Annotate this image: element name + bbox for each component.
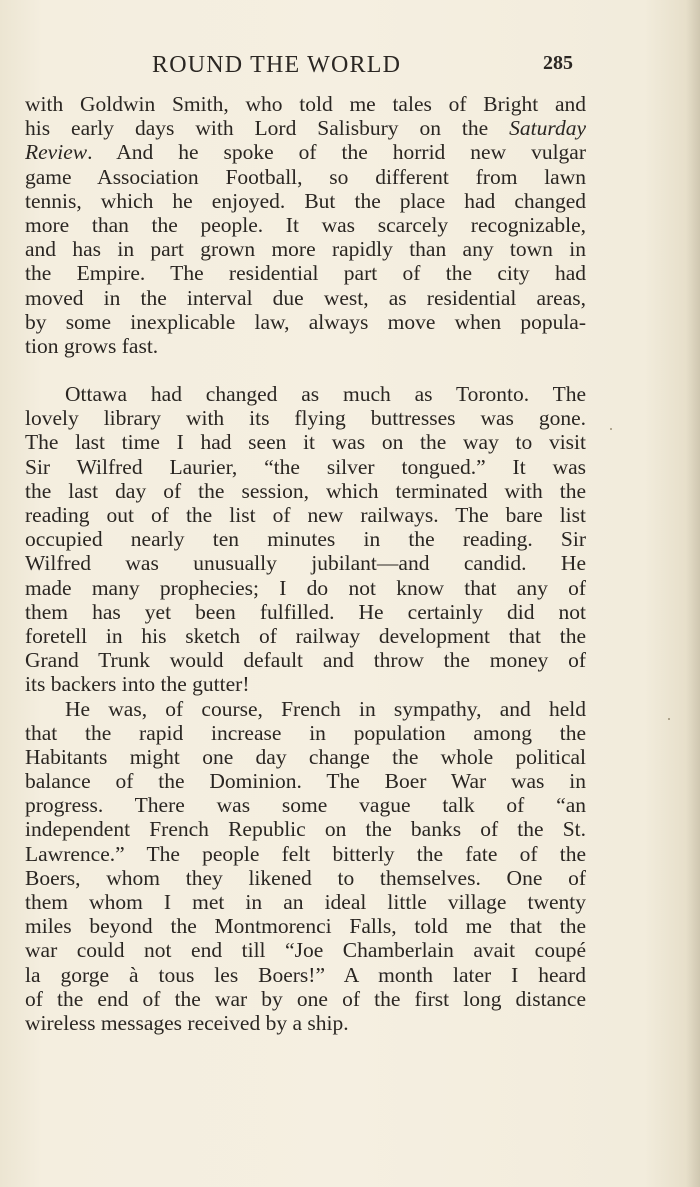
text-line: tennis, which he enjoyed. But the place had changed <box>25 188 586 213</box>
text-line: Review. And he spoke of the horrid new vulgar <box>25 140 586 165</box>
text-line: progress. There was some vague talk of “an <box>25 793 586 818</box>
text-line: tion grows fast. <box>25 333 159 358</box>
text-line: Lawrence.” The people felt bitterly the fate of the <box>25 841 586 866</box>
text-line: more than the people. It was scarcely recognizable, <box>25 212 586 237</box>
text-line: them whom I met in an ideal little village twenty <box>25 890 586 914</box>
text-line: lovely library with its flying buttresses was gone. <box>25 406 586 431</box>
paragraph-french-sympathy <box>25 697 586 1036</box>
text-line: occupied nearly ten minutes in the reading. Sir <box>25 527 586 552</box>
text-line: that the rapid increase in population among the <box>25 720 586 745</box>
text-line: reading out of the list of new railways. The bare list <box>25 503 586 527</box>
body-text <box>25 92 586 1035</box>
text-line: its backers into the gutter! <box>25 672 250 697</box>
text-line: Wilfred was unusually jubilant—and candid. He <box>25 551 586 576</box>
text-line: Boers, whom they likened to themselves. One of <box>25 865 586 890</box>
text-line: moved in the interval due west, as residential areas, <box>25 285 586 310</box>
paper-speck <box>668 718 670 720</box>
paragraph-goldwin-smith <box>25 92 586 358</box>
text-line: balance of the Dominion. The Boer War was in <box>25 769 586 794</box>
italic-title-word: Saturday <box>509 116 586 141</box>
text-line: with Goldwin Smith, who told me tales of Bright and <box>25 92 586 116</box>
text-line: Grand Trunk would default and throw the money of <box>25 648 586 673</box>
paper-speck <box>610 428 612 430</box>
text-line: of the end of the war by one of the first long distance <box>25 986 586 1011</box>
text-line: them has yet been fulfilled. He certainly did not <box>25 599 586 624</box>
paragraph-ottawa <box>25 382 586 696</box>
paragraph-gap <box>25 358 586 382</box>
page-header <box>0 50 700 82</box>
text-line: war could not end till “Joe Chamberlain avait coupé <box>25 938 586 963</box>
text-line: and has in part grown more rapidly than any town in <box>25 237 586 262</box>
page-edge-shadow <box>686 0 700 1187</box>
text-line: game Association Football, so different from lawn <box>25 164 586 189</box>
text-line: Sir Wilfred Laurier, “the silver tongued.” It was <box>25 454 586 479</box>
text-line: made many prophecies; I do not know that any of <box>25 575 586 600</box>
page-number: 285 <box>543 52 573 74</box>
running-title: ROUND THE WORLD <box>152 52 402 78</box>
text-line: the last day of the session, which terminated with the <box>25 478 586 503</box>
text-line: independent French Republic on the banks of the St. <box>25 817 586 842</box>
text-line: The last time I had seen it was on the way to visit <box>25 430 586 455</box>
text-line: by some inexplicable law, always move when popula- <box>25 309 586 334</box>
text-line: He was, of course, French in sympathy, and held <box>65 696 586 721</box>
text-line: wireless messages received by a ship. <box>25 1010 349 1035</box>
text-line: the Empire. The residential part of the city had <box>25 261 586 286</box>
text-line: foretell in his sketch of railway development that the <box>25 623 586 648</box>
text-line: his early days with Lord Salisbury on the Saturday <box>25 116 586 141</box>
text-line: la gorge à tous les Boers!” A month later I heard <box>25 962 586 987</box>
italic-title-word: Review <box>25 140 88 165</box>
text-line: Habitants might one day change the whole political <box>25 744 586 769</box>
text-line: Ottawa had changed as much as Toronto. The <box>65 382 586 407</box>
text-line: miles beyond the Montmorenci Falls, told me that the <box>25 914 586 939</box>
